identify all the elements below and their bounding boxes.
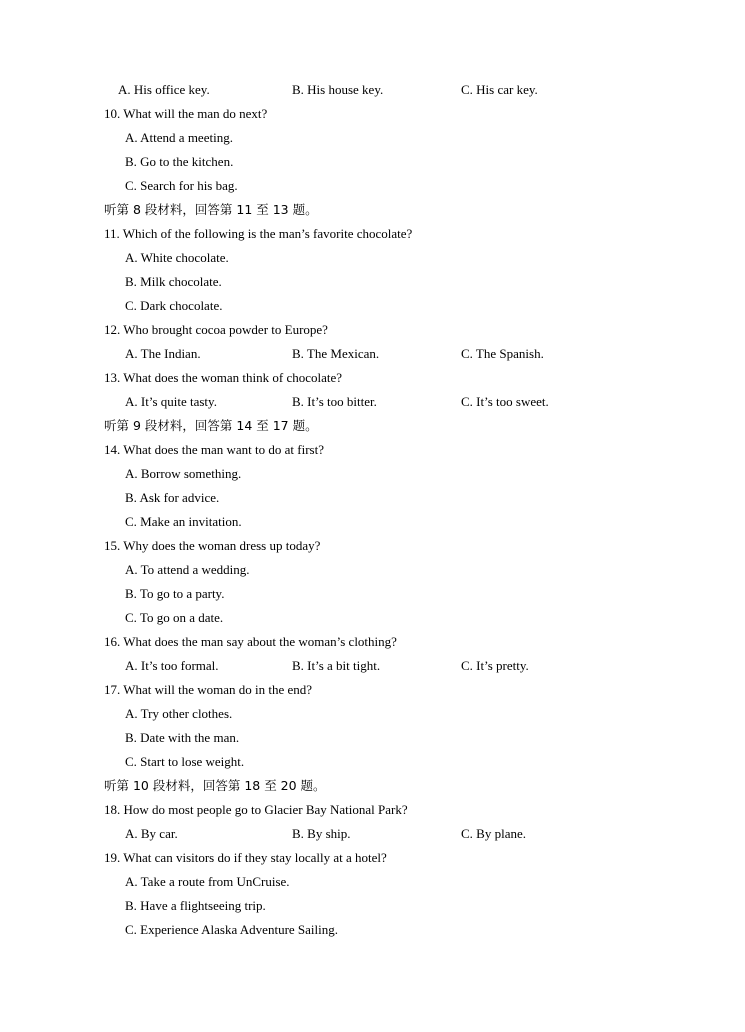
q19-option-c: C. Experience Alaska Adventure Sailing. — [125, 922, 339, 937]
q9-option-c: C. His car key. — [461, 82, 538, 97]
q17-option-b: B. Date with the man. — [125, 730, 240, 745]
q9-option-b: B. His house key. — [292, 82, 384, 97]
q16-option-b: B. It’s a bit tight. — [292, 658, 381, 673]
q19-option-a: A. Take a route from UnCruise. — [125, 874, 290, 889]
q11-option-a: A. White chocolate. — [125, 250, 229, 265]
q18-question: 18. How do most people go to Glacier Bay National Park? — [104, 802, 408, 817]
q10-option-c: C. Search for his bag. — [125, 178, 238, 193]
q12-option-c: C. The Spanish. — [461, 346, 544, 361]
q18-option-a: A. By car. — [125, 826, 178, 841]
q15-option-b: B. To go to a party. — [125, 586, 225, 601]
q18-option-c: C. By plane. — [461, 826, 526, 841]
q15-option-a: A. To attend a wedding. — [125, 562, 250, 577]
q17-question: 17. What will the woman do in the end? — [104, 682, 313, 697]
q13-option-c: C. It’s too sweet. — [461, 394, 549, 409]
q16-option-c: C. It’s pretty. — [461, 658, 529, 673]
q14-option-b: B. Ask for advice. — [125, 490, 220, 505]
q14-question: 14. What does the man want to do at first? — [104, 442, 324, 457]
q11-question: 11. Which of the following is the man’s favorite chocolate? — [104, 226, 413, 241]
q14-option-a: A. Borrow something. — [125, 466, 242, 481]
q17-option-a: A. Try other clothes. — [125, 706, 233, 721]
section-9-heading: 听第 9 段材料，回答第 14 至 17 题。 — [104, 418, 318, 433]
q19-question: 19. What can visitors do if they stay locally at a hotel? — [104, 850, 387, 865]
q10-option-a: A. Attend a meeting. — [125, 130, 233, 145]
section-8-heading: 听第 8 段材料，回答第 11 至 13 题。 — [104, 202, 318, 217]
q18-option-b: B. By ship. — [292, 826, 351, 841]
q13-option-a: A. It’s quite tasty. — [125, 394, 217, 409]
q12-option-a: A. The Indian. — [125, 346, 201, 361]
q16-option-a: A. It’s too formal. — [125, 658, 219, 673]
q11-option-c: C. Dark chocolate. — [125, 298, 223, 313]
q14-option-c: C. Make an invitation. — [125, 514, 242, 529]
q9-option-a: A. His office key. — [118, 82, 210, 97]
q10-option-b: B. Go to the kitchen. — [125, 154, 234, 169]
q12-question: 12. Who brought cocoa powder to Europe? — [104, 322, 328, 337]
q13-option-b: B. It’s too bitter. — [292, 394, 377, 409]
q12-option-b: B. The Mexican. — [292, 346, 380, 361]
q16-question: 16. What does the man say about the woman’s clothing? — [104, 634, 397, 649]
q11-option-b: B. Milk chocolate. — [125, 274, 222, 289]
section-10-heading: 听第 10 段材料，回答第 18 至 20 题。 — [104, 778, 326, 793]
q17-option-c: C. Start to lose weight. — [125, 754, 245, 769]
q15-question: 15. Why does the woman dress up today? — [104, 538, 321, 553]
q19-option-b: B. Have a flightseeing trip. — [125, 898, 266, 913]
q13-question: 13. What does the woman think of chocolate? — [104, 370, 343, 385]
q10-question: 10. What will the man do next? — [104, 106, 268, 121]
q15-option-c: C. To go on a date. — [125, 610, 224, 625]
